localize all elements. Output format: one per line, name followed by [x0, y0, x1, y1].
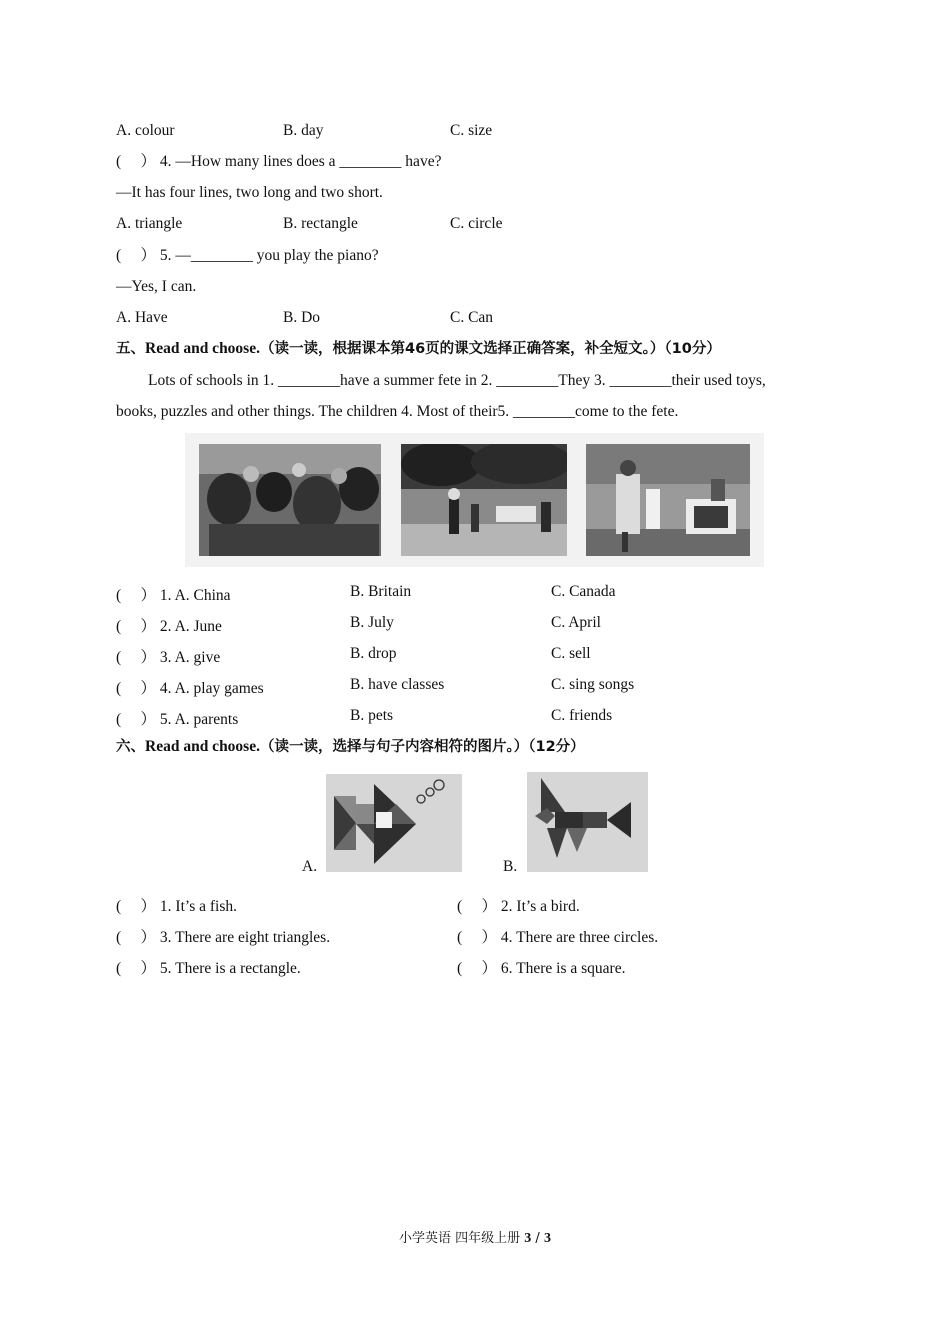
option-a: 1. A. China: [159, 587, 231, 604]
answer-paren[interactable]: ( ）: [116, 587, 157, 604]
option-a: 2. A. June: [159, 618, 222, 635]
s5-item-2-c: C. April: [551, 614, 601, 631]
option-a: 5. A. parents: [159, 711, 239, 728]
answer-paren[interactable]: ( ）: [116, 960, 157, 977]
s5-item-4-b: B. have classes: [350, 676, 445, 693]
q5-answer: —Yes, I can.: [116, 278, 197, 295]
s5-item-2: [116, 614, 222, 636]
passage-line-1: Lots of schools in 1. ________have a summer fete in 2. ________They 3. ________their used toys,: [148, 372, 766, 389]
fete-photo-2: [401, 444, 567, 556]
s5-item-5-c: C. friends: [551, 707, 613, 724]
answer-paren[interactable]: ( ）: [116, 929, 157, 946]
section6-number: 六、: [116, 739, 145, 755]
section5-number: 五、: [116, 341, 145, 357]
answer-paren[interactable]: ( ）: [116, 898, 157, 915]
section6-title: Read and choose.: [145, 738, 260, 755]
answer-paren[interactable]: ( ）: [457, 898, 498, 915]
answer-paren[interactable]: ( ）: [116, 680, 157, 697]
picture-b-label: B.: [503, 858, 518, 875]
statement: 2. It’s a bird.: [500, 898, 580, 915]
q5-text: 5. —________ you play the piano?: [159, 247, 379, 264]
s5-item-4-c: C. sing songs: [551, 676, 635, 693]
answer-paren[interactable]: ( ）: [457, 960, 498, 977]
statement: 4. There are three circles.: [500, 929, 659, 946]
s6-item-6: [457, 956, 625, 978]
section5-heading: [116, 339, 721, 359]
s5-item-1-b: B. Britain: [350, 583, 412, 600]
s5-item-5-b: B. pets: [350, 707, 394, 724]
s6-item-1: [116, 894, 237, 916]
section5-passage: [116, 365, 836, 427]
s5-item-4: [116, 676, 264, 698]
q5-option-a: A. Have: [116, 309, 168, 326]
q5-option-c: C. Can: [450, 309, 494, 326]
answer-paren[interactable]: ( ）: [116, 247, 157, 264]
answer-paren[interactable]: ( ）: [457, 929, 498, 946]
footer-subject: 小学英语 四年级上册: [399, 1231, 525, 1246]
tangram-bird-picture: [527, 772, 648, 872]
s5-item-1-c: C. Canada: [551, 583, 616, 600]
option-a: 3. A. give: [159, 649, 221, 666]
option-a: 4. A. play games: [159, 680, 264, 697]
q4-question: [116, 152, 441, 172]
section6-instruction: （读一读，选择与句子内容相符的图片。）（12分）: [259, 739, 585, 755]
q3-option-b: B. day: [283, 122, 324, 139]
q3-option-c: C. size: [450, 122, 493, 139]
s6-item-5: [116, 956, 301, 978]
section5-instruction: （读一读，根据课本第46页的课文选择正确答案，补全短文。）（10分）: [259, 341, 721, 357]
section6-heading: [116, 737, 585, 757]
statement: 3. There are eight triangles.: [159, 929, 331, 946]
q4-option-c: C. circle: [450, 215, 503, 232]
tangram-fish-picture: [326, 774, 462, 872]
s5-item-2-b: B. July: [350, 614, 394, 631]
fete-photos: [185, 433, 764, 567]
statement: 6. There is a square.: [500, 960, 626, 977]
q5-option-b: B. Do: [283, 309, 321, 326]
answer-paren[interactable]: ( ）: [116, 618, 157, 635]
q4-option-b: B. rectangle: [283, 215, 358, 232]
statement: 1. It’s a fish.: [159, 898, 237, 915]
fete-photo-1: [199, 444, 381, 556]
footer-total: 3: [543, 1231, 551, 1246]
footer-sep: /: [531, 1231, 544, 1246]
page-footer: [0, 1227, 950, 1247]
s6-item-4: [457, 925, 658, 947]
q5-question: [116, 246, 379, 266]
q4-option-a: A. triangle: [116, 215, 183, 232]
answer-paren[interactable]: ( ）: [116, 649, 157, 666]
q3-option-a: A. colour: [116, 122, 175, 139]
s6-item-2: [457, 894, 580, 916]
s5-item-3-c: C. sell: [551, 645, 591, 662]
q4-text: 4. —How many lines does a ________ have?: [159, 153, 442, 170]
footer-page: 3: [524, 1231, 532, 1246]
picture-a-label: A.: [302, 858, 318, 875]
section5-title: Read and choose.: [145, 340, 260, 357]
answer-paren[interactable]: ( ）: [116, 153, 157, 170]
fete-photo-3: [586, 444, 750, 556]
s5-item-1: [116, 583, 231, 605]
answer-paren[interactable]: ( ）: [116, 711, 157, 728]
q4-answer: —It has four lines, two long and two short.: [116, 184, 383, 201]
statement: 5. There is a rectangle.: [159, 960, 301, 977]
s5-item-3-b: B. drop: [350, 645, 397, 662]
s5-item-5: [116, 707, 238, 729]
s6-item-3: [116, 925, 330, 947]
passage-line-2: books, puzzles and other things. The children 4. Most of their5. ________come to the fete.: [116, 403, 679, 420]
s5-item-3: [116, 645, 220, 667]
